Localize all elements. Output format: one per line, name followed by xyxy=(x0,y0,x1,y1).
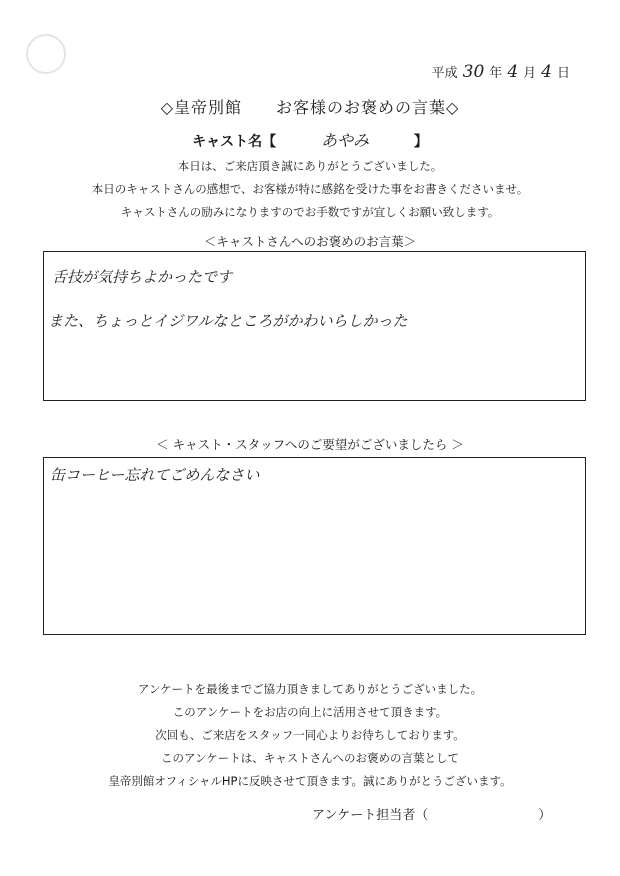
requests-heading: ＜ キャスト・スタッフへのご要望がございましたら ＞ xyxy=(156,437,464,452)
closing-line: 次回も、ご来店をスタッフ一同心よりお待ちしております。 xyxy=(155,728,465,742)
cast-name-label: キャスト名【 xyxy=(192,134,277,150)
bleed-through-seal xyxy=(26,34,66,74)
request-line: 缶コーヒー忘れてごめんなさい xyxy=(50,466,260,484)
praise-box xyxy=(43,251,586,401)
praise-line: また、ちょっとイジワルなところがかわいらしかった xyxy=(48,312,408,330)
staff-label: アンケート担当者（ xyxy=(312,808,429,823)
page-title: ◇皇帝別館 お客様のお褒めの言葉◇ xyxy=(160,98,460,117)
cast-name-value: あやみ xyxy=(320,131,369,150)
intro-line: 本日のキャストさんの感想で、お客様が特に感銘を受けた事をお書きくださいませ。 xyxy=(91,182,529,196)
cast-name-line xyxy=(0,128,620,151)
date-line xyxy=(432,62,570,82)
date-era: 平成 xyxy=(431,66,458,81)
date-day-unit: 日 xyxy=(556,66,570,81)
intro-line: 本日は、ご来店頂き誠にありがとうございました。 xyxy=(177,159,443,173)
date-month-unit: 月 xyxy=(523,66,537,81)
closing-line: 皇帝別館オフィシャルHPに反映させて頂きます。誠にありがとうございます。 xyxy=(108,774,512,788)
intro-text xyxy=(0,155,620,224)
survey-staff-line xyxy=(312,804,551,823)
date-year-unit: 年 xyxy=(489,66,503,81)
requests-box xyxy=(43,457,586,635)
closing-line: このアンケートをお店の向上に活用させて頂きます。 xyxy=(172,705,448,719)
cast-name-close: 】 xyxy=(413,134,428,150)
closing-line: このアンケートは、キャストさんへのお褒めの言葉として xyxy=(160,751,460,765)
praise-line: 舌技が気持ちよかったです xyxy=(52,268,233,286)
date-month: 4 xyxy=(507,62,519,82)
closing-line: アンケートを最後までご協力頂きましてありがとうございました。 xyxy=(137,682,483,696)
staff-close: ） xyxy=(538,808,552,823)
praise-heading: ＜キャストさんへのお褒めのお言葉＞ xyxy=(203,234,417,249)
closing-text xyxy=(0,678,620,793)
date-year: 30 xyxy=(462,62,485,82)
date-day: 4 xyxy=(541,62,552,82)
intro-line: キャストさんの励みになりますのでお手数ですが宜しくお願い致します。 xyxy=(120,205,500,219)
